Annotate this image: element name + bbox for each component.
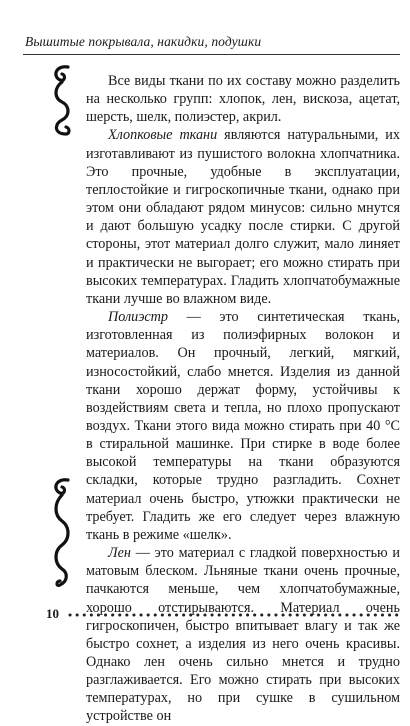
running-header-title: Вышитые покрывала, накидки, подушки bbox=[25, 34, 262, 49]
paragraph-text: — это синтетическая ткань, изготовленная из полиэфирных волокон и материалов. Он прочный, легкий, мягкий, износостойкий, слабо мнется. Изделия из данной ткани хорошо держат форму, устойчивы к воздействиям света и тепла, но плохо пропускают воздух. Ткани этого вида можно стирать при 40 °С в стиральной машинке. При стирке в воде более высокой температуры на ткани образуются складки, которые трудно разгладить. Сохнет материал очень быстро, утюжки практически не требует. Гладить же его следует через влажную ткань в режиме «шелк». bbox=[86, 309, 400, 543]
page-number: 10 bbox=[46, 606, 59, 621]
paragraph-lead: Лен bbox=[108, 545, 131, 562]
header-divider bbox=[23, 54, 400, 55]
paragraph bbox=[86, 308, 400, 544]
scroll-ornament-icon bbox=[48, 62, 76, 143]
body-text bbox=[86, 72, 400, 726]
paragraph-lead: Хлопковые ткани bbox=[108, 127, 218, 144]
scroll-ornament-icon bbox=[48, 475, 76, 600]
paragraph bbox=[86, 72, 400, 126]
paragraph-text: Все виды ткани по их составу можно разделить на несколько групп: хлопок, лен, вискоза, ацетат, шерсть, шелк, полиэстер, акрил. bbox=[86, 73, 400, 126]
paragraph bbox=[86, 126, 400, 308]
page-footer bbox=[46, 606, 400, 626]
paragraph bbox=[86, 544, 400, 726]
dotted-rule bbox=[68, 610, 400, 620]
paragraph-text: — это материал с гладкой поверхностью и матовым блеском. Льняные ткани очень прочные, пачкаются меньше, чем хлопчатобумажные, хорошо отстирываются. Материал очень гигроскопичен, быстро впитывает влагу и так же быстро сохнет, а изделия из него очень красивы. Однако лен очень сильно мнется и трудно разглаживается. Его можно стирать при высоких температурах, но при сушке в сушильном устройстве он bbox=[86, 545, 400, 725]
paragraph-text: являются натуральными, их изготавливают из пушистого волокна хлопчатника. Это прочные, удобные в эксплуатации, теплостойкие и гигроскопичные ткани, однако при этом они обладают рядом минусов: сильно мнутся и дают большую усадку после стирки. С другой стороны, этот материал долго служит, мало линяет и практически не выгорает; его можно стирать при высоких температурах. Гладить хлопчатобумажные ткани лучше во влажном виде. bbox=[86, 127, 400, 307]
paragraph-lead: Полиэстр bbox=[108, 309, 168, 326]
